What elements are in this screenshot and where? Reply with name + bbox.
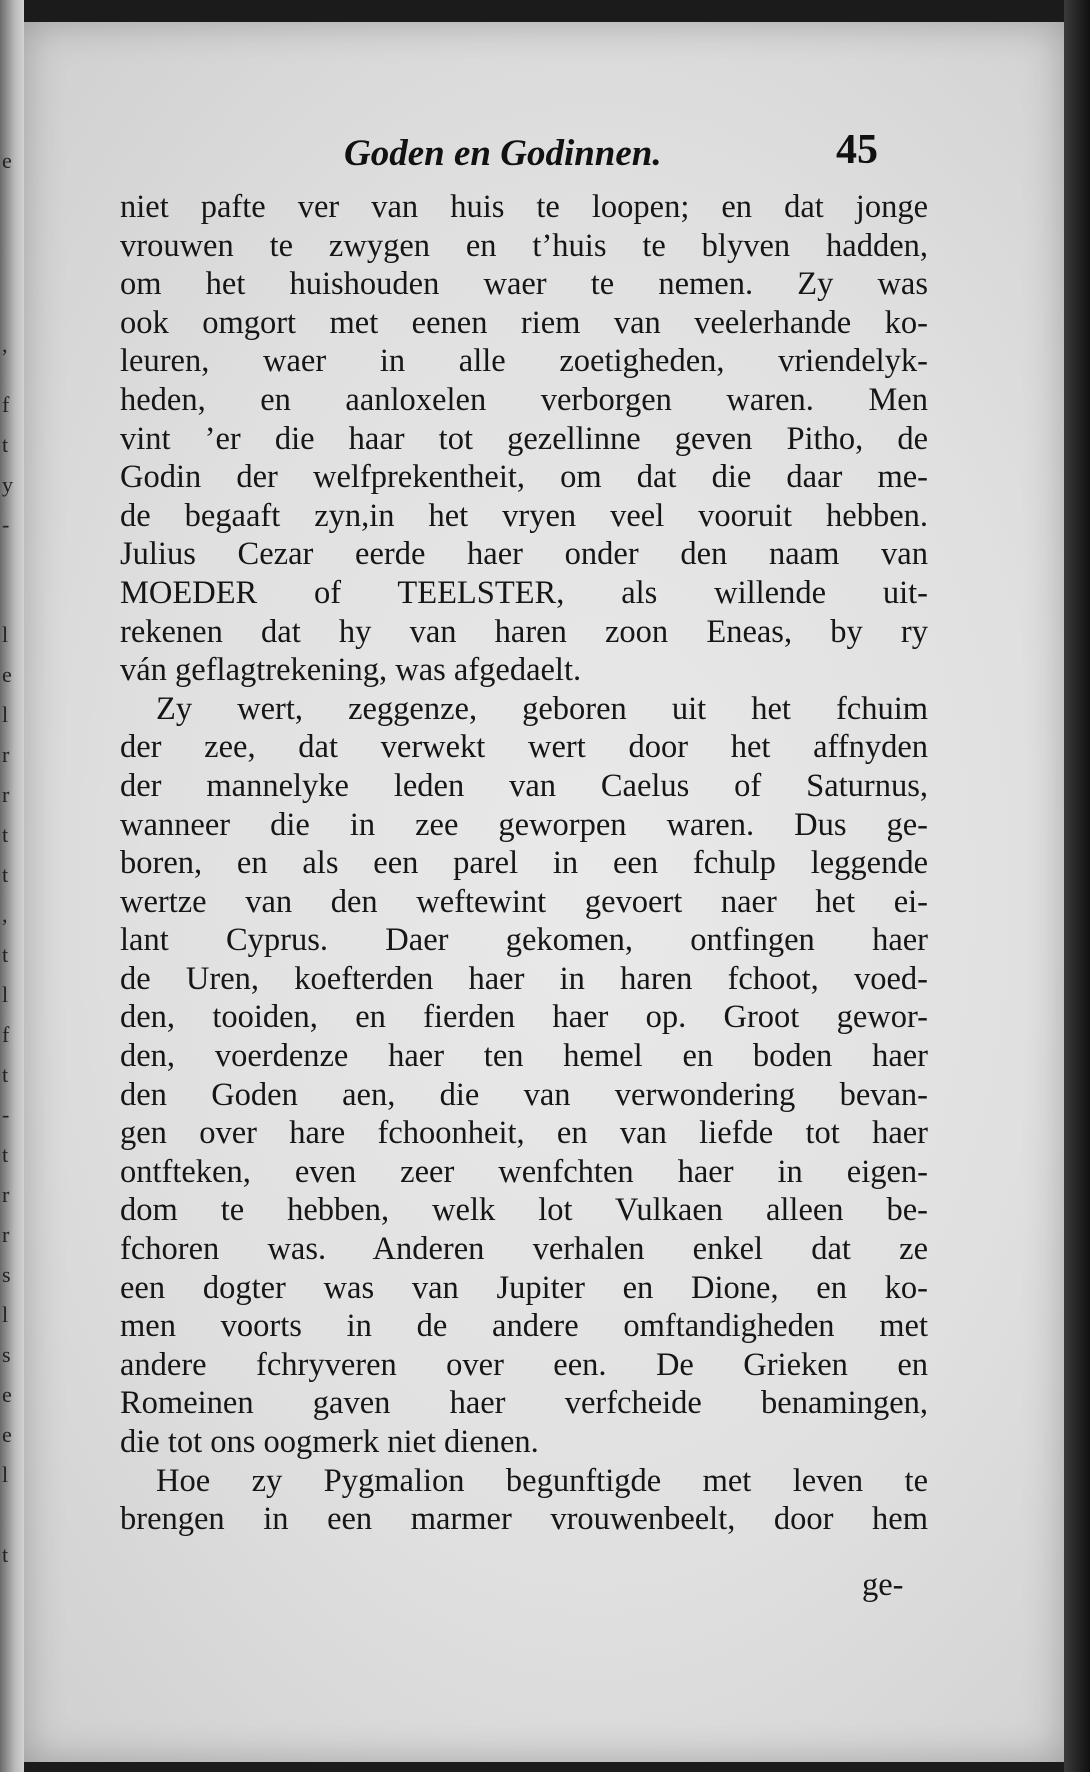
- margin-fragment: ,: [2, 902, 8, 927]
- paragraph: [120, 1462, 928, 1539]
- text-line: lant Cyprus. Daer gekomen, ontfingen haer: [120, 922, 928, 959]
- margin-fragment: t: [2, 432, 9, 457]
- text-line: der zee, dat verwekt wert door het affnyden: [120, 729, 928, 766]
- text-line: wertze van den weftewint gevoert naer het ei-: [120, 883, 928, 920]
- text-line: Hoe zy Pygmalion begunftigde met leven te: [156, 1462, 928, 1499]
- margin-fragment: r: [2, 782, 10, 807]
- text-line: wanneer die in zee geworpen waren. Dus ge-: [120, 806, 928, 843]
- text-line: boren, en als een parel in een fchulp leggende: [120, 845, 928, 882]
- text-line: fchoren was. Anderen verhalen enkel dat ze: [120, 1231, 928, 1268]
- margin-fragment: -: [2, 512, 10, 537]
- catchword: ge-: [862, 1567, 904, 1603]
- text-line: om het huishouden waer te nemen. Zy was: [120, 266, 928, 303]
- text-line: heden, en aanloxelen verborgen waren. Men: [120, 381, 928, 418]
- text-line: andere fchryveren over een. De Grieken en: [120, 1346, 928, 1383]
- text-line: Julius Cezar eerde haer onder den naam van: [120, 536, 928, 573]
- text-line: leuren, waer in alle zoetigheden, vriendelyk-: [120, 343, 928, 380]
- margin-fragment: t: [2, 822, 9, 847]
- text-line: Romeinen gaven haer verfcheide benamingen,: [120, 1385, 928, 1422]
- paragraph: [120, 690, 928, 1462]
- margin-fragment: e: [2, 1422, 12, 1447]
- text-line: Zy wert, zeggenze, geboren uit het fchuim: [156, 690, 928, 727]
- margin-fragment: s: [2, 1342, 11, 1367]
- margin-fragment: -: [2, 1102, 10, 1127]
- paragraph: [120, 188, 928, 690]
- text-line: een dogter was van Jupiter en Dione, en ko-: [120, 1269, 928, 1306]
- text-line: den, tooiden, en fierden haer op. Groot gewor-: [120, 999, 928, 1036]
- margin-fragment: f: [2, 392, 10, 417]
- body-text: [120, 188, 928, 1539]
- text-line: ontfteken, even zeer wenfchten haer in eigen-: [120, 1153, 928, 1190]
- text-line: de begaaft zyn,in het vryen veel vooruit hebben.: [120, 497, 928, 534]
- margin-fragment: e: [2, 148, 12, 173]
- margin-fragment: e: [2, 1382, 12, 1407]
- margin-fragment: t: [2, 1542, 9, 1567]
- margin-fragment: ,: [2, 332, 8, 357]
- book-page: [24, 22, 1064, 1762]
- margin-fragment: l: [2, 1302, 9, 1327]
- text-line: men voorts in de andere omftandigheden met: [120, 1308, 928, 1345]
- text-line: de Uren, koefterden haer in haren fchoot, voed-: [120, 960, 928, 997]
- text-line: vrouwen te zwygen en t’huis te blyven hadden,: [120, 227, 928, 264]
- text-line: ván geflagtrekening, was afgedaelt.: [120, 652, 582, 689]
- text-line: niet pafte ver van huis te loopen; en dat jonge: [120, 189, 928, 225]
- text-line: dom te hebben, welk lot Vulkaen alleen be-: [120, 1192, 928, 1229]
- margin-fragment: s: [2, 1262, 11, 1287]
- text-line: ook omgort met eenen riem van veelerhande ko-: [120, 304, 928, 341]
- facing-page-edge: [0, 0, 24, 1772]
- text-line: den Goden aen, die van verwondering bevan-: [120, 1076, 928, 1113]
- margin-fragment: l: [2, 982, 9, 1007]
- margin-fragment: l: [2, 622, 9, 647]
- margin-fragment: r: [2, 1222, 10, 1247]
- margin-fragment: t: [2, 1062, 9, 1087]
- page-number: 45: [836, 127, 878, 173]
- text-line: brengen in een marmer vrouwenbeelt, door hem: [120, 1501, 928, 1538]
- text-line: die tot ons oogmerk niet dienen.: [120, 1424, 539, 1460]
- margin-fragment: l: [2, 702, 9, 727]
- text-line: rekenen dat hy van haren zoon Eneas, by ry: [120, 613, 928, 650]
- margin-fragment: t: [2, 942, 9, 967]
- text-line: MOEDER of TEELSTER, als willende uit-: [120, 574, 928, 611]
- page-header: [24, 127, 1064, 188]
- page-edge-shadow: [1064, 0, 1090, 1772]
- margin-fragment: f: [2, 1022, 10, 1047]
- margin-fragment: l: [2, 1462, 9, 1487]
- margin-fragment: t: [2, 862, 9, 887]
- text-line: der mannelyke leden van Caelus of Saturnus,: [120, 767, 928, 804]
- text-line: Godin der welfprekentheit, om dat die daar me-: [120, 459, 928, 496]
- margin-fragment: e: [2, 662, 12, 687]
- running-title: Goden en Godinnen.: [344, 133, 662, 174]
- margin-fragment: t: [2, 1142, 9, 1167]
- text-line: vint ’er die haar tot gezellinne geven Pitho, de: [120, 420, 928, 457]
- margin-fragment: r: [2, 1182, 10, 1207]
- margin-fragment: r: [2, 742, 10, 767]
- margin-fragment: y: [2, 472, 13, 497]
- text-line: gen over hare fchoonheit, en van liefde tot haer: [120, 1115, 928, 1152]
- text-line: den, voerdenze haer ten hemel en boden haer: [120, 1038, 928, 1075]
